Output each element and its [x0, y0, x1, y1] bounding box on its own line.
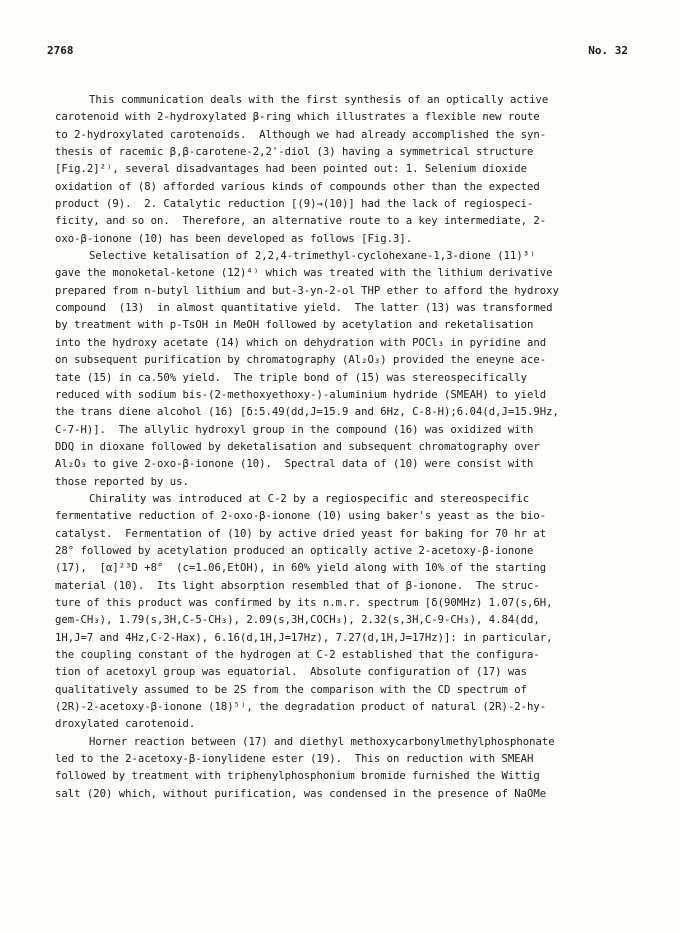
text-line: product (9). 2. Catalytic reduction [(9)→(10)] had the lack of regiospeci- [55, 198, 534, 211]
text-line: DDQ in dioxane followed by deketalisation and subsequent chromatography over [55, 440, 540, 453]
text-line: Chirality was introduced at C-2 by a regiospecific and stereospecific [89, 492, 530, 505]
paragraph [55, 491, 627, 734]
text-line: catalyst. Fermentation of (10) by active dried yeast for baking for 70 hr at [55, 527, 547, 540]
text-line: salt (20) which, without purification, was condensed in the presence of NaOMe [55, 787, 547, 800]
text-line: oxidation of (8) afforded various kinds of compounds other than the expected [55, 180, 540, 193]
text-line: thesis of racemic β,β-carotene-2,2'-diol (3) having a symmetrical structure [55, 146, 534, 159]
text-line: Al₂O₃ to give 2-oxo-β-ionone (10). Spectral data of (10) were consist with [55, 458, 534, 471]
text-line: the trans diene alcohol (16) [δ:5.49(dd,J=15.9 and 6Hz, C-8-H);6.04(d,J=15.9Hz, [55, 406, 559, 419]
text-line: to 2-hydroxylated carotenoids. Although we had already accomplished the syn- [55, 128, 547, 141]
text-line: into the hydroxy acetate (14) which on dehydration with POCl₃ in pyridine and [55, 336, 547, 349]
issue-number: No. 32 [588, 44, 628, 57]
text-line: followed by treatment with triphenylphosphonium bromide furnished the Wittig [55, 770, 540, 783]
text-line: gave the monoketal-ketone (12)⁴⁾ which was treated with the lithium derivative [55, 267, 553, 280]
text-line: material (10). Its light absorption resembled that of β-ionone. The struc- [55, 579, 540, 592]
text-line: reduced with sodium bis-(2-methoxyethoxy-)-aluminium hydride (SMEAH) to yield [55, 388, 547, 401]
text-line: ture of this product was confirmed by its n.m.r. spectrum [δ(90MHz) 1.07(s,6H, [55, 596, 553, 609]
paragraph [55, 92, 627, 248]
text-line: gem-CH₃), 1.79(s,3H,C-5-CH₃), 2.09(s,3H,COCH₃), 2.32(s,3H,C-9-CH₃), 4.84(dd, [55, 614, 540, 627]
paragraph [55, 734, 627, 803]
text-line: qualitatively assumed to be 2S from the comparison with the CD spectrum of [55, 683, 527, 696]
text-line: 28° followed by acetylation produced an optically active 2-acetoxy-β-ionone [55, 544, 534, 557]
text-line: on subsequent purification by chromatography (Al₂O₃) provided the eneyne ace- [55, 354, 547, 367]
text-line: tion of acetoxyl group was equatorial. Absolute configuration of (17) was [55, 666, 527, 679]
text-line: (2R)-2-acetoxy-β-ionone (18)⁵⁾, the degradation product of natural (2R)-2-hy- [55, 701, 547, 714]
text-line: Selective ketalisation of 2,2,4-trimethyl-cyclohexane-1,3-dione (11)³⁾ [89, 250, 536, 263]
text-line: tate (15) in ca.50% yield. The triple bond of (15) was stereospecifically [55, 371, 527, 384]
text-line: led to the 2-acetoxy-β-ionylidene ester (19). This on reduction with SMEAH [55, 753, 534, 766]
text-line: compound (13) in almost quantitative yield. The latter (13) was transformed [55, 302, 553, 315]
text-line: C-7-H)]. The allylic hydroxyl group in the compound (16) was oxidized with [55, 423, 534, 436]
text-line: [Fig.2]²⁾, several disadvantages had been pointed out: 1. Selenium dioxide [55, 163, 527, 176]
text-line: those reported by us. [55, 475, 189, 488]
article-body [55, 92, 627, 803]
text-line: by treatment with p-TsOH in MeOH followed by acetylation and reketalisation [55, 319, 534, 332]
text-line: droxylated carotenoid. [55, 718, 196, 731]
text-line: fermentative reduction of 2-oxo-β-ionone (10) using baker's yeast as the bio- [55, 510, 547, 523]
text-line: 1H,J=7 and 4Hz,C-2-Hax), 6.16(d,1H,J=17Hz), 7.27(d,1H,J=17Hz)]: in particular, [55, 631, 553, 644]
text-line: carotenoid with 2-hydroxylated β-ring which illustrates a flexible new route [55, 111, 540, 124]
text-line: the coupling constant of the hydrogen at C-2 established that the configura- [55, 649, 540, 661]
text-line: (17), [α]²³D +8° (c=1.06,EtOH), in 60% yield along with 10% of the starting [55, 562, 547, 575]
page-number: 2768 [47, 44, 74, 57]
text-line: oxo-β-ionone (10) has been developed as follows [Fig.3]. [55, 232, 413, 245]
paragraph [55, 248, 627, 491]
text-line: This communication deals with the first synthesis of an optically active [89, 94, 549, 106]
text-line: ficity, and so on. Therefore, an alternative route to a key intermediate, 2- [55, 215, 547, 228]
text-line: Horner reaction between (17) and diethyl methoxycarbonylmethylphosphonate [89, 735, 555, 748]
text-line: prepared from n-butyl lithium and but-3-yn-2-ol THP ether to afford the hydroxy [55, 284, 559, 297]
